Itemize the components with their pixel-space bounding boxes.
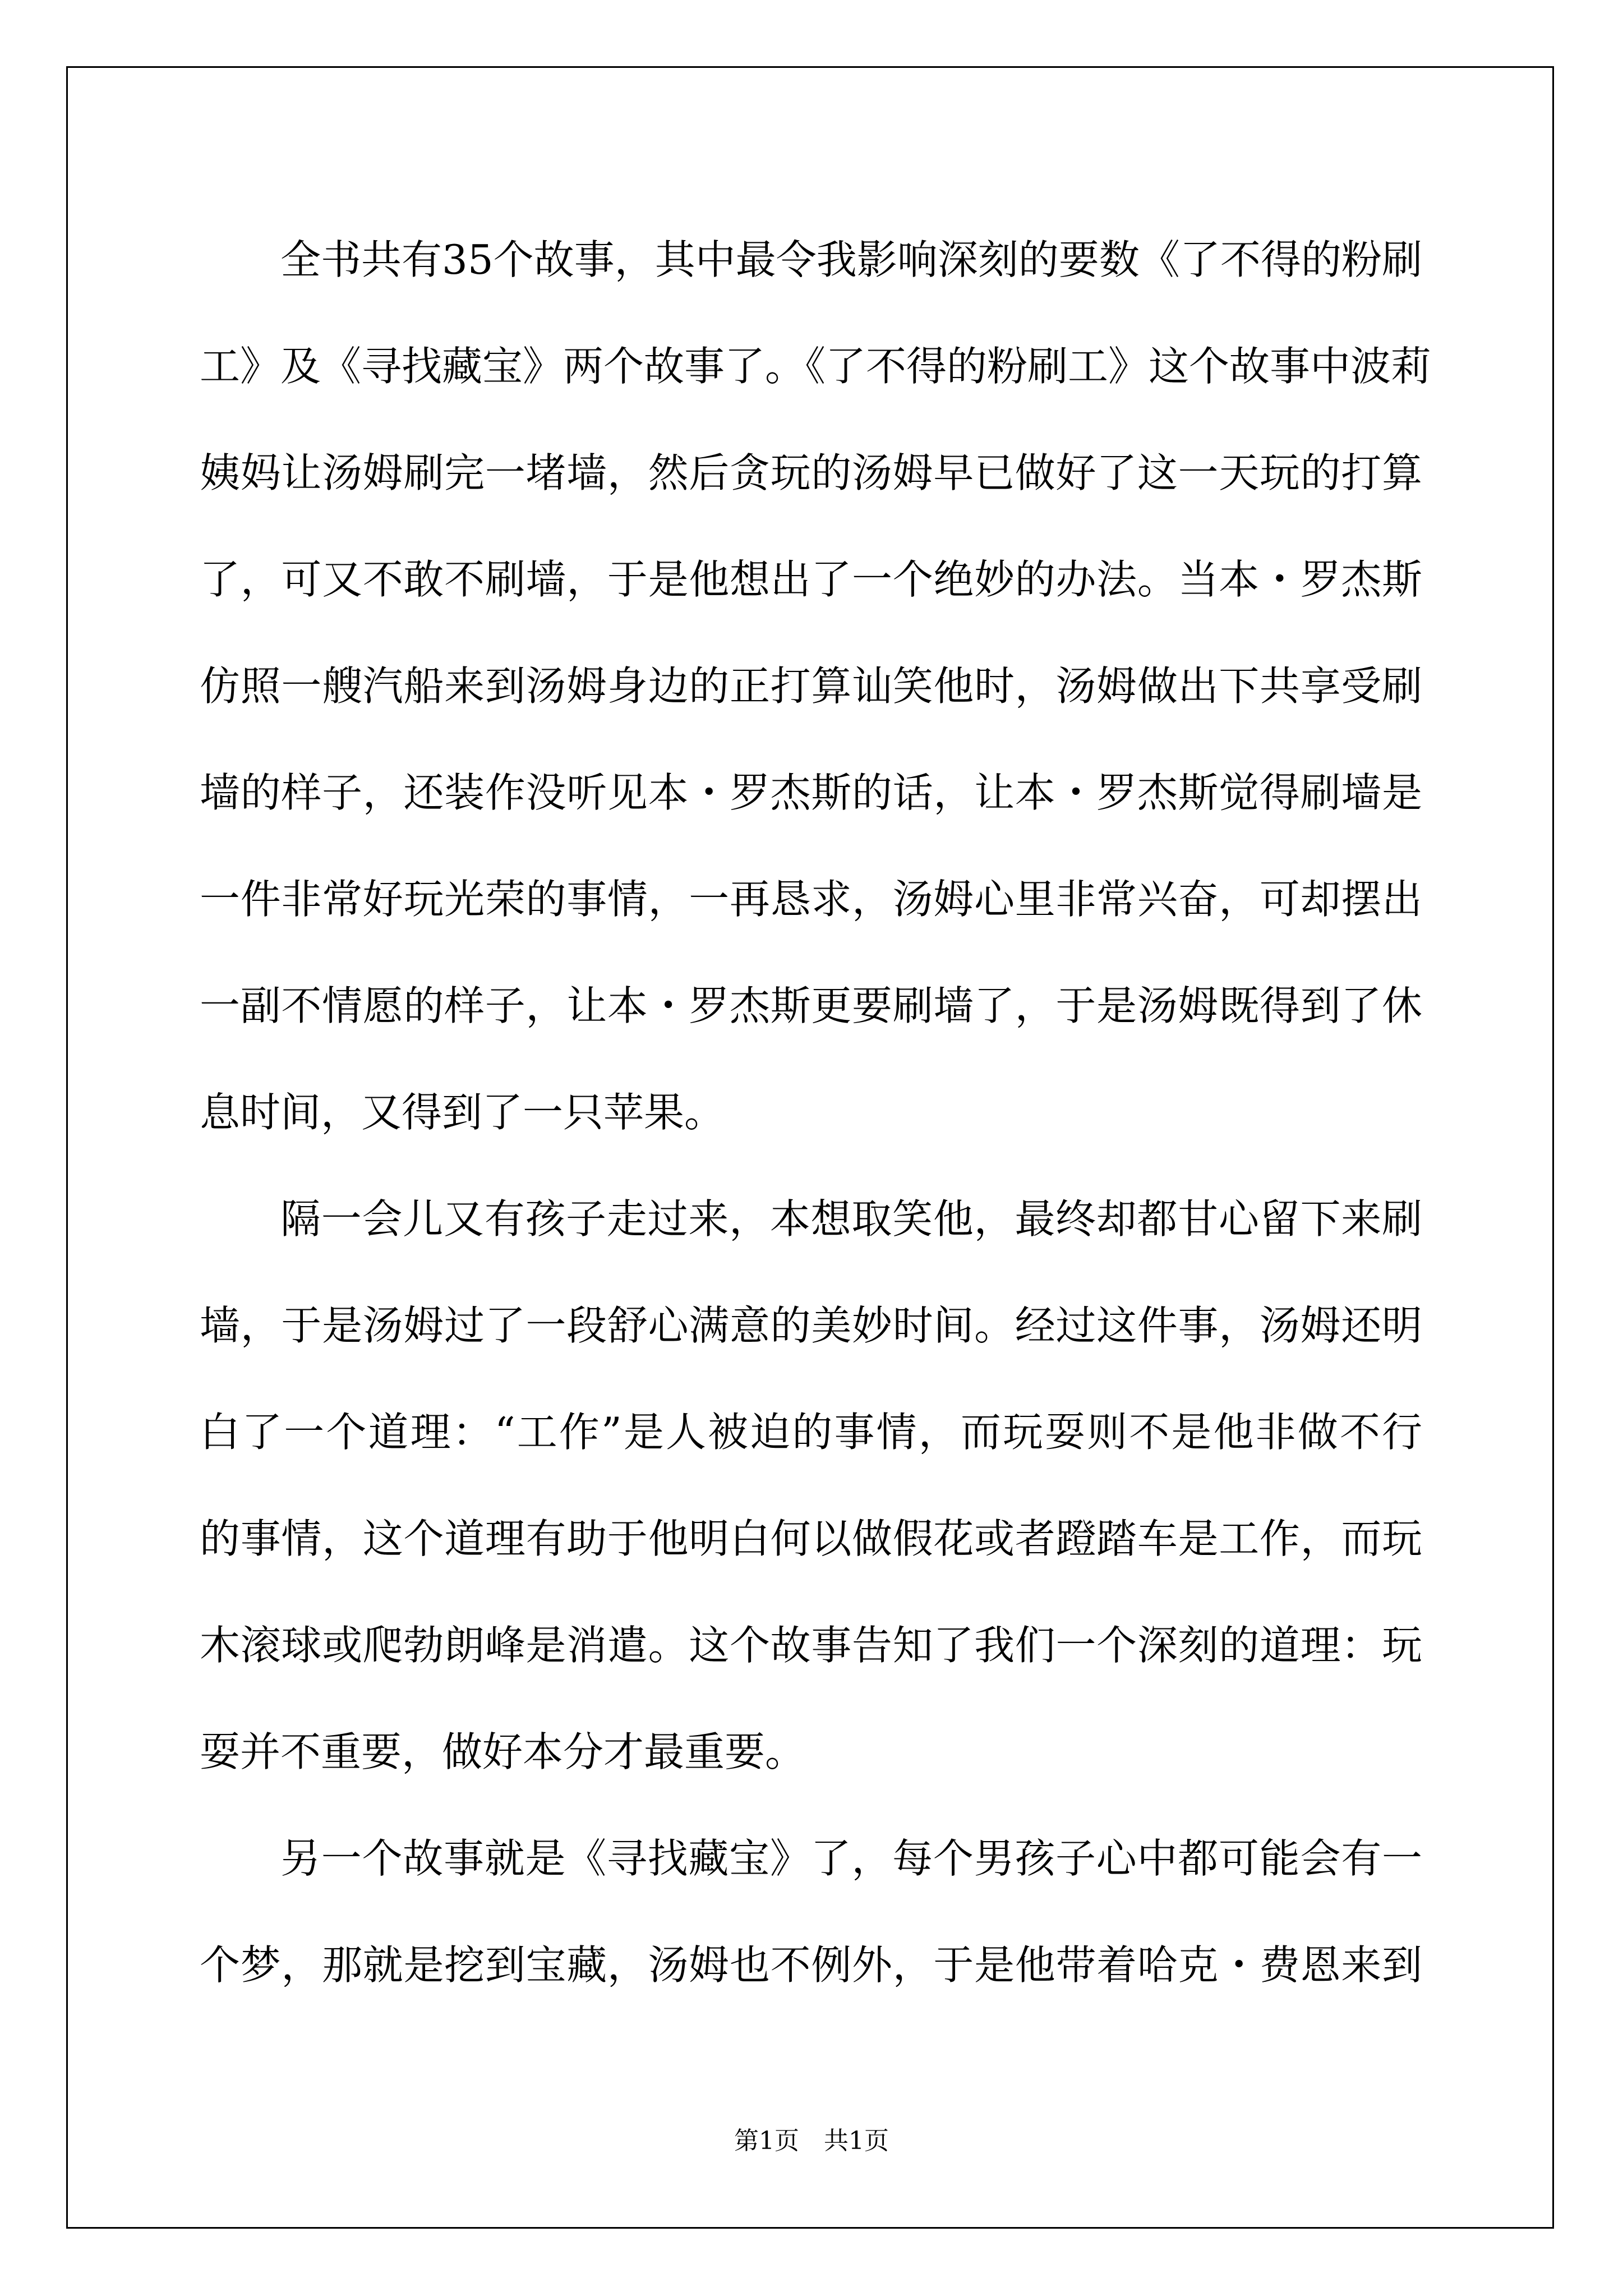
text-line: 了，可又不敢不刷墙，于是他想出了一个绝妙的办法。当本・罗杰斯 bbox=[200, 556, 1422, 603]
text-line: 白了一个道理：“工作”是人被迫的事情，而玩耍则不是他非做不行 bbox=[200, 1409, 1422, 1456]
text-line: 墙，于是汤姆过了一段舒心满意的美妙时间。经过这件事，汤姆还明 bbox=[200, 1302, 1422, 1349]
text-line: 一件非常好玩光荣的事情，一再恳求，汤姆心里非常兴奋，可却摆出 bbox=[200, 876, 1422, 923]
text-line: 耍并不重要，做好本分才最重要。 bbox=[200, 1728, 806, 1775]
text-line: 的事情，这个道理有助于他明白何以做假花或者蹬踏车是工作，而玩 bbox=[200, 1515, 1422, 1562]
text-line: 木滚球或爬勃朗峰是消遣。这个故事告知了我们一个深刻的道理：玩 bbox=[200, 1622, 1422, 1669]
text-line: 全书共有35个故事，其中最令我影响深刻的要数《了不得的粉刷 bbox=[280, 236, 1422, 283]
text-line: 一副不情愿的样子，让本・罗杰斯更要刷墙了，于是汤姆既得到了休 bbox=[200, 982, 1422, 1029]
paragraph-1 bbox=[200, 206, 1432, 1166]
text-line: 工》及《寻找藏宝》两个故事了。《了不得的粉刷工》这个故事中波莉 bbox=[200, 343, 1432, 390]
text-line: 另一个故事就是《寻找藏宝》了，每个男孩子心中都可能会有一 bbox=[280, 1835, 1422, 1882]
text-line: 墙的样子，还装作没听见本・罗杰斯的话，让本・罗杰斯觉得刷墙是 bbox=[200, 769, 1422, 816]
text-line: 姨妈让汤姆刷完一堵墙，然后贪玩的汤姆早已做好了这一天玩的打算 bbox=[200, 449, 1422, 496]
text-line: 隔一会儿又有孩子走过来，本想取笑他，最终却都甘心留下来刷 bbox=[280, 1195, 1422, 1243]
page-footer: 第1页 共1页 bbox=[734, 2127, 889, 2155]
text-line: 仿照一艘汽船来到汤姆身边的正打算讪笑他时，汤姆做出下共享受刷 bbox=[200, 662, 1422, 710]
document-body bbox=[200, 206, 1432, 2018]
text-line: 个梦，那就是挖到宝藏，汤姆也不例外，于是他带着哈克・费恩来到 bbox=[200, 1941, 1422, 1989]
paragraph-2 bbox=[200, 1166, 1422, 1805]
paragraph-3 bbox=[200, 1805, 1422, 2018]
text-line: 息时间，又得到了一只苹果。 bbox=[200, 1089, 725, 1136]
